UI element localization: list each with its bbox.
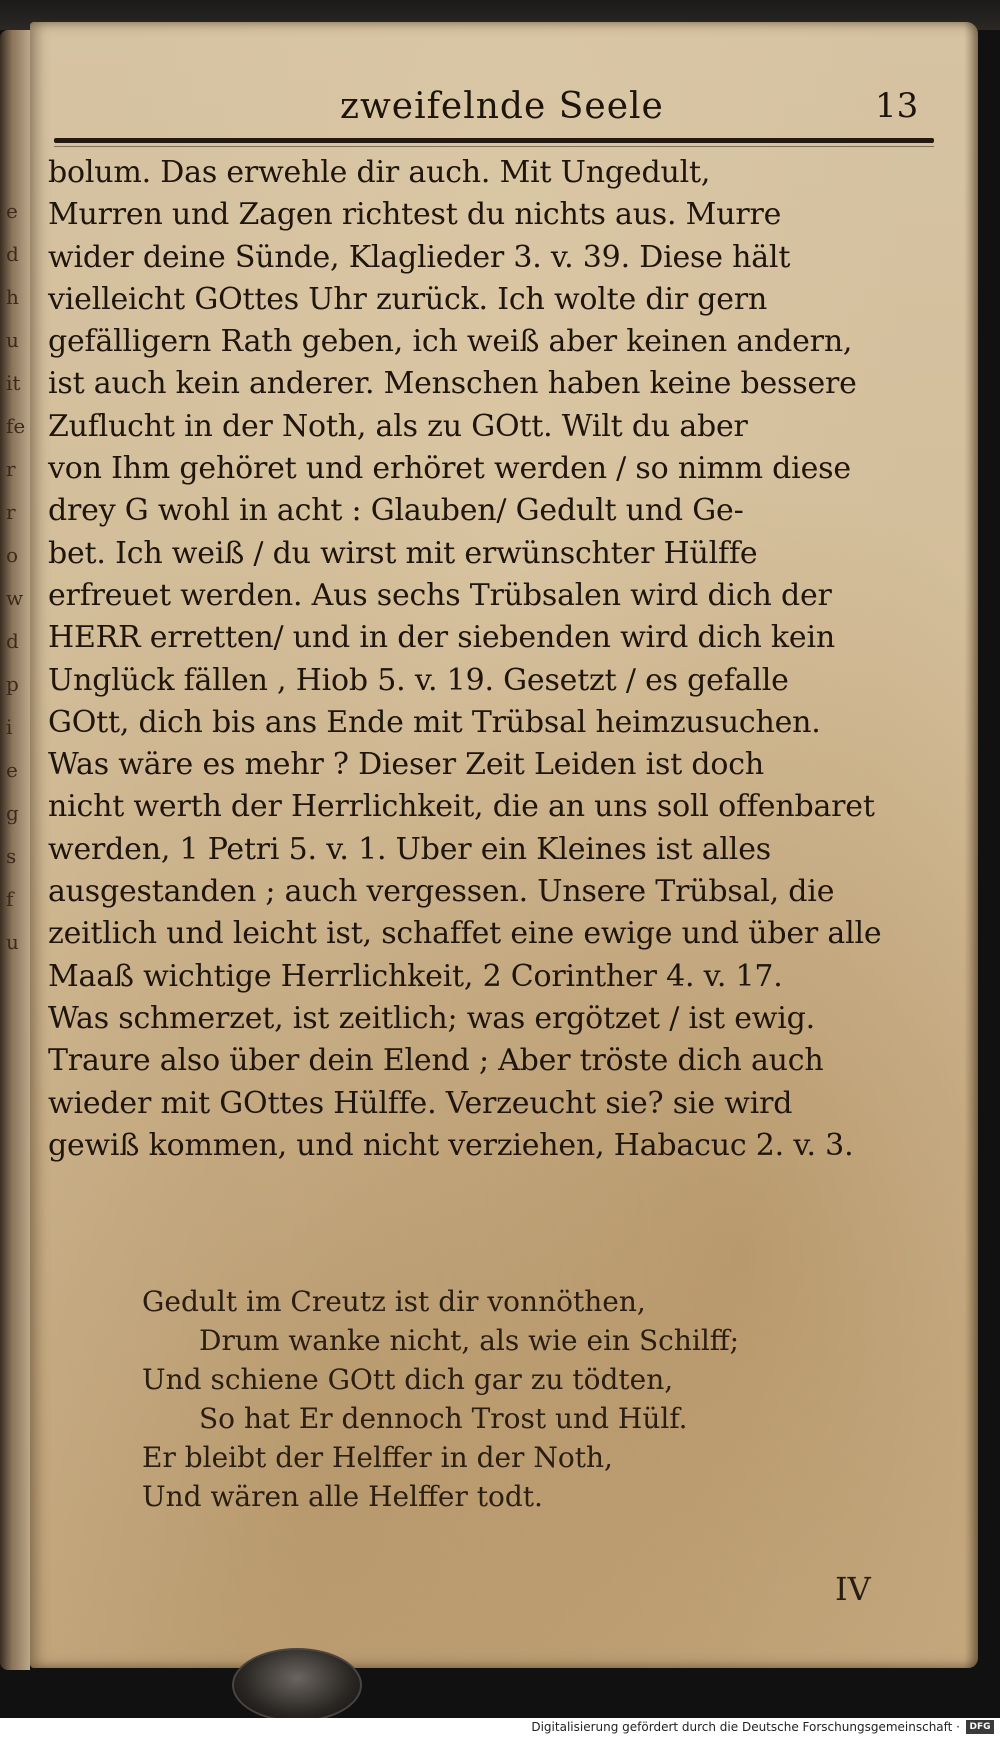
text-line: vielleicht GOttes Uhr zurück. Ich wolte dir gern: [48, 281, 768, 317]
text-line: bet. Ich weiß / du wirst mit erwünschter Hülffe: [48, 535, 758, 571]
running-head-title: zweifelnde Seele: [340, 86, 664, 127]
book-clamp: [232, 1648, 362, 1722]
verse-stanza: [142, 1282, 922, 1516]
running-head: [30, 80, 978, 130]
text-line: wieder mit GOttes Hülffe. Verzeucht sie? sie wird: [48, 1085, 793, 1121]
text-line: von Ihm gehöret und erhöret werden / so nimm diese: [48, 451, 851, 487]
text-line: GOtt, dich bis ans Ende mit Trübsal heimzusuchen.: [48, 704, 821, 740]
text-line: gefälligern Rath geben, ich weiß aber keinen andern,: [48, 324, 853, 360]
text-line: ausgestanden ; auch vergessen. Unsere Trübsal, die: [48, 874, 835, 910]
digitization-footer: [0, 1718, 1000, 1737]
verse-line: Und schiene GOtt dich gar zu tödten,: [142, 1363, 674, 1396]
text-line: Zuflucht in der Noth, als zu GOtt. Wilt du aber: [48, 408, 748, 444]
footer-credit: Digitalisierung gefördert durch die Deutsche Forschungsgemeinschaft ·: [531, 1720, 960, 1734]
page-edge-shadow: [964, 22, 978, 1668]
left-page-fragment: e d h u it fe r r o w d p i e g s f u: [6, 199, 26, 954]
text-line: Unglück fällen , Hiob 5. v. 19. Gesetzt / es gefalle: [48, 662, 789, 698]
text-line: Was wäre es mehr ? Dieser Zeit Leiden ist doch: [48, 747, 765, 783]
text-line: werden, 1 Petri 5. v. 1. Uber ein Kleines ist alles: [48, 831, 771, 867]
text-line: nicht werth der Herrlichkeit, die an uns soll offenbaret: [48, 789, 875, 825]
catchword: IV: [835, 1570, 871, 1608]
header-rule: [54, 138, 934, 143]
text-line: Traure also über dein Elend ; Aber tröste dich auch: [48, 1043, 824, 1079]
verse-line: Drum wanke nicht, als wie ein Schilff;: [199, 1324, 740, 1357]
text-line: wider deine Sünde, Klaglieder 3. v. 39. Diese hält: [48, 239, 791, 275]
page-number: 13: [875, 86, 919, 126]
left-page-edge: [0, 30, 30, 1670]
text-line: erfreuet werden. Aus sechs Trübsalen wird dich der: [48, 577, 832, 613]
verse-line: Gedult im Creutz ist dir vonnöthen,: [142, 1285, 646, 1318]
text-line: bolum. Das erwehle dir auch. Mit Ungedult,: [48, 155, 711, 190]
text-line: Maaß wichtige Herrlichkeit, 2 Corinther 4. v. 17.: [48, 958, 783, 994]
text-line: gewiß kommen, und nicht verziehen, Habacuc 2. v. 3.: [48, 1127, 854, 1163]
text-line: drey G wohl in acht : Glauben/ Gedult und Ge-: [48, 493, 744, 529]
text-line: Was schmerzet, ist zeitlich; was ergötzet / ist ewig.: [48, 1000, 815, 1036]
verse-line: Er bleibt der Helffer in der Noth,: [142, 1441, 613, 1474]
text-line: ist auch kein anderer. Menschen haben keine bessere: [48, 366, 857, 402]
verse-line: Und wären alle Helffer todt.: [142, 1480, 543, 1513]
header-rule-thin: [54, 146, 934, 147]
page-sheet: [30, 22, 978, 1668]
text-line: HERR erretten/ und in der siebenden wird dich kein: [48, 620, 835, 656]
dfg-logo: DFG: [966, 1720, 994, 1734]
text-line: Murren und Zagen richtest du nichts aus. Murre: [48, 197, 782, 233]
verse-line: So hat Er dennoch Trost und Hülf.: [199, 1402, 688, 1435]
text-line: zeitlich und leicht ist, schaffet eine ewige und über alle: [48, 916, 882, 952]
body-text: [48, 152, 943, 1167]
